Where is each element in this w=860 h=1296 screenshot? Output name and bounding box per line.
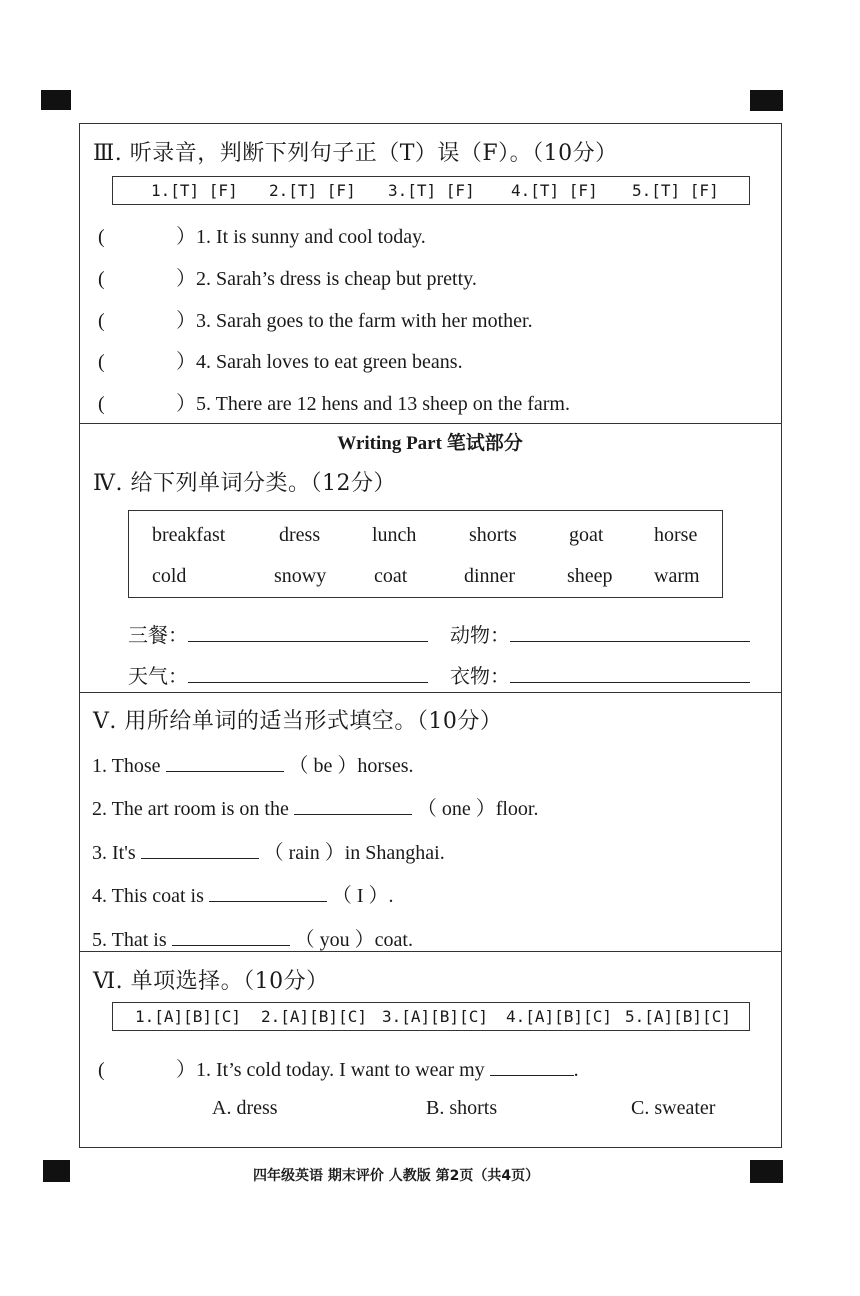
fill-item: 2. The art room is on the （ one ）floor.: [92, 798, 539, 820]
divider-writing: [79, 423, 782, 424]
word-bank-item: sheep: [567, 565, 613, 587]
choice-option-c[interactable]: C. sweater: [631, 1097, 716, 1119]
section3-answer-grid: [112, 176, 750, 205]
word-bank-item: lunch: [372, 524, 417, 546]
answer-option[interactable]: 2.[T] [F]: [269, 181, 356, 200]
fill-item: 1. Those （ be ）horses.: [92, 755, 414, 777]
section6-heading: Ⅵ. 单项选择。（10分）: [93, 969, 329, 994]
word-bank-item: horse: [654, 524, 698, 546]
section3-heading: Ⅲ. 听录音，判断下列句子正（T）误（F）。（10分）: [93, 141, 618, 166]
answer-paren[interactable]: (: [98, 268, 105, 290]
tf-item: ( ）3. Sarah goes to the farm with her mother.: [98, 310, 533, 332]
section4-heading: Ⅳ. 给下列单词分类。（12分）: [93, 471, 396, 496]
category-clothes: 衣物：: [450, 660, 750, 689]
answer-blank[interactable]: [141, 858, 259, 859]
tf-item: ( ）2. Sarah’s dress is cheap but pretty.: [98, 268, 477, 290]
section6-answer-grid: [112, 1002, 750, 1031]
section5-heading: Ⅴ. 用所给单词的适当形式填空。（10分）: [93, 709, 503, 734]
answer-blank[interactable]: [172, 945, 290, 946]
tf-item: ( ）1. It is sunny and cool today.: [98, 226, 426, 248]
choice-option-a[interactable]: A. dress: [212, 1097, 278, 1119]
answer-blank[interactable]: [510, 682, 750, 683]
word-bank-item: coat: [374, 565, 408, 587]
answer-option[interactable]: 3.[A][B][C]: [382, 1007, 488, 1026]
answer-option[interactable]: 5.[A][B][C]: [625, 1007, 731, 1026]
writing-part-title: Writing Part 笔试部分: [337, 433, 523, 454]
answer-blank[interactable]: [490, 1075, 574, 1076]
answer-paren[interactable]: (: [98, 226, 105, 248]
answer-option[interactable]: 4.[T] [F]: [511, 181, 598, 200]
category-animals: 动物：: [450, 619, 750, 648]
answer-blank[interactable]: [510, 641, 750, 642]
category-weather: 天气：: [128, 660, 428, 689]
fill-item: 4. This coat is （ I ）.: [92, 885, 394, 907]
word-bank-item: dress: [279, 524, 321, 546]
answer-paren[interactable]: (: [98, 310, 105, 332]
answer-option[interactable]: 1.[A][B][C]: [135, 1007, 241, 1026]
registration-mark-bottom-left: [43, 1160, 70, 1182]
page-footer: 四年级英语 期末评价 人教版 第2页（共4页）: [253, 1168, 540, 1184]
answer-option[interactable]: 4.[A][B][C]: [506, 1007, 612, 1026]
word-bank-item: shorts: [469, 524, 517, 546]
word-bank-item: snowy: [274, 565, 327, 587]
answer-blank[interactable]: [294, 814, 412, 815]
word-bank-item: breakfast: [152, 524, 226, 546]
answer-blank[interactable]: [166, 771, 284, 772]
fill-item: 5. That is （ you ）coat.: [92, 929, 413, 951]
registration-mark-bottom-right: [750, 1160, 783, 1183]
answer-option[interactable]: 3.[T] [F]: [388, 181, 475, 200]
fill-item: 3. It's （ rain ）in Shanghai.: [92, 842, 445, 864]
answer-option[interactable]: 2.[A][B][C]: [261, 1007, 367, 1026]
word-bank-item: dinner: [464, 565, 516, 587]
choice-option-b[interactable]: B. shorts: [426, 1097, 498, 1119]
choice-question: ( ）1. It’s cold today. I want to wear my .: [98, 1059, 579, 1081]
answer-blank[interactable]: [188, 682, 428, 683]
answer-paren[interactable]: (: [98, 1059, 105, 1081]
tf-item: ( ）4. Sarah loves to eat green beans.: [98, 351, 463, 373]
category-meals: 三餐：: [128, 619, 428, 648]
answer-option[interactable]: 5.[T] [F]: [632, 181, 719, 200]
registration-mark-top-right: [750, 90, 783, 111]
word-bank-box: [128, 510, 723, 598]
answer-paren[interactable]: (: [98, 393, 105, 415]
word-bank-item: warm: [654, 565, 700, 587]
word-bank-item: goat: [569, 524, 604, 546]
divider-section5: [79, 692, 782, 693]
answer-blank[interactable]: [209, 901, 327, 902]
registration-mark-top-left: [41, 90, 71, 110]
answer-paren[interactable]: (: [98, 351, 105, 373]
tf-item: ( ）5. There are 12 hens and 13 sheep on the farm.: [98, 393, 570, 415]
answer-blank[interactable]: [188, 641, 428, 642]
answer-option[interactable]: 1.[T] [F]: [151, 181, 238, 200]
word-bank-item: cold: [152, 565, 187, 587]
